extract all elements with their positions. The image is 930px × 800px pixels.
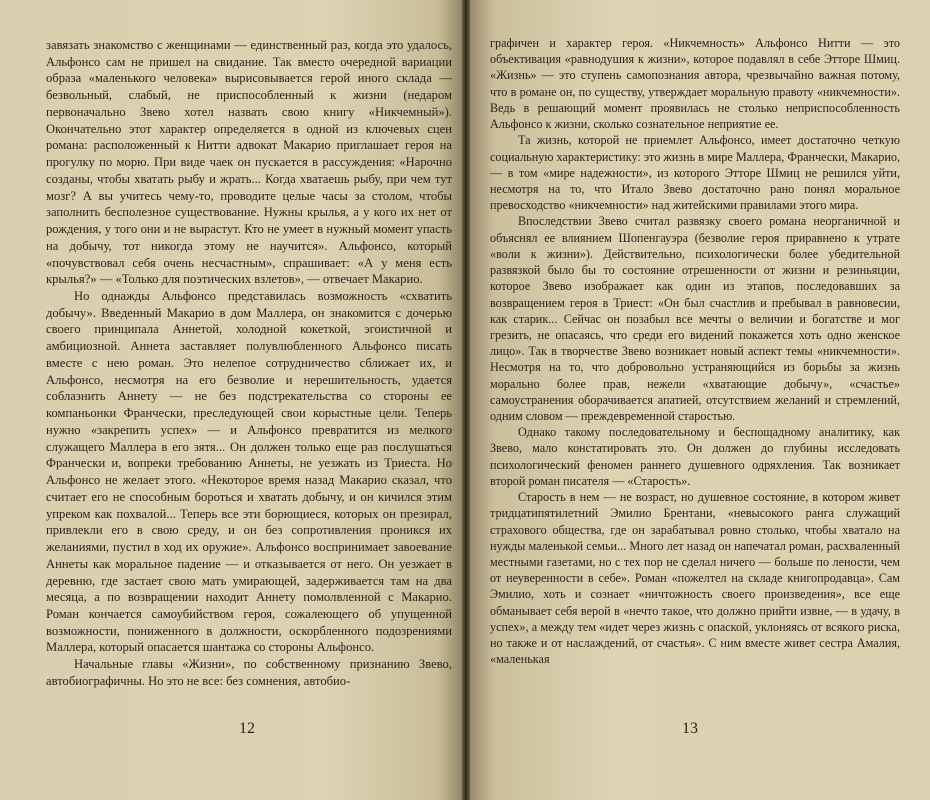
right-paragraph-1: графичен и характер героя. «Никчемность» Альфонсо Нитти — это объективация «равнодушия к жизни», которое подавлял в себе Этторе Шмиц. «Жизнь» — это ступень самопознания автора, чрезвычайно важная потому, что в романе он, по существу, утверждает моральную правоту «никчемности». Ведь в решающий момент проявилась не столько неприспособленность Альфонсо к жизни, сколько сознательное неприятие ее. [490, 36, 900, 132]
left-paragraph-2: Но однажды Альфонсо представилась возможность «схватить добычу». Введенный Макарио в дом Маллера, он знакомится с дочерью своего принципала Аннетой, холодной кокеткой, эгоистичной и амбициозной. Аннета заставляет полувлюбленного Альфонсо писать вместе с нею роман. Это нелепое сотрудничество сближает их, и Альфонсо, несмотря на его безволие и нерешительность, удается соблазнить Аннету — не без подстрекательства со стороны ее компаньонки Франчески, преследующей свои корыстные цели. Теперь нужно «закрепить успех» — и Альфонсо превратится из мелкого служащего Маллера в его зятя... Он должен только еще раз послушаться Франчески и, вопреки требованию Аннеты, не уезжать из Триеста. Но Альфонсо не желает этого. «Некоторое время назад Макарио сказал, что считает его не способным бороться и хватать добычу, и он кичился этим упреком как похвалой... Теперь все эти борющиеся, которых он презирал, привлекли его в свою среду, и он без сопротивления проникся их желаниями, пустил в ход их оружие». Альфонсо воспринимает завоевание Аннеты как моральное падение — и отказывается от него. Он уезжает в деревню, где застает свою мать умирающей, задерживается там на два месяца, а по возвращении находит Аннету помолвленной с Макарио. Роман кончается самоубийством героя, сожалеющего об упущенной возможности, пониженного в должности, оскорбленного подозрениями Маллера, который опасается шантажа со стороны Альфонсо. [46, 289, 452, 655]
right-paragraph-4: Однако такому последовательному и беспощадному аналитику, как Звево, мало констатировать это. Он должен до глубины исследовать психологический феномен раннего душевного одряхления. Так возникает второй роман писателя — «Старость». [490, 425, 900, 488]
left-paragraph-1: завязать знакомство с женщинами — единственный раз, когда это удалось, Альфонсо сам не пришел на свидание. Так вместо очередной вариации образа «маленького человека» вырисовывается герой иного склада — безвольный, слабый, не приспособленный к жизни (недаром первоначально Звево хотел назвать свою книгу «Никчемный»). Окончательно этот характер определяется в одной из ключевых сцен романа: расположенный к Нитти адвокат Макарио приглашает героя на прогулку по морю. При виде чаек он пускается в рассуждения: «Нарочно созданы, чтобы хватать рыбу и жрать... Когда хватаешь рыбу, при чем тут мозг? А вы учитесь чему-то, проводите целые часы за столом, чтобы заполнить бесполезное существование. Нужны крылья, а у кого их нет от рождения, у того они и не вырастут. Кто не умеет в нужный момент упасть на добычу, тот никогда этому не научится». Альфонсо, который «почувствовал себя очень несчастным», спрашивает: «А у меня есть крылья?» — «Только для поэтических взлетов», — отвечает Макарио. [46, 38, 452, 287]
right-paragraph-5: Старость в нем — не возраст, но душевное состояние, в котором живет тридцатипятилетний Эмилио Брентани, «невысокого ранга служащий страхового общества, где он зарабатывал ровно столько, чтобы хватало на нужды маленькой семьи... Много лет назад он напечатал роман, расхваленный местными газетами, но с тех пор не сделал ничего — больше по лености, чем от неуверенности в себе». Роман «пожелтел на складе книгопродавца». Сам Эмилио, хоть и сознает «ничтожность своего произведения», все еще обманывает себя верой в «нечто такое, что должно прийти извне, — в удачу, в успех», а между тем «идет через жизнь с опаской, уклоняясь от всякого риска, но также и от наслаждений, от счастья». С ним вместе живет сестра Амалия, «маленькая [490, 490, 900, 667]
right-page [466, 0, 930, 800]
left-page-number: 12 [239, 720, 255, 737]
left-page-text [46, 37, 452, 690]
right-paragraph-2: Та жизнь, которой не приемлет Альфонсо, имеет достаточно четкую социальную характеристику: это жизнь в мире Маллера, Франчески, Макарио, — в том «мире надежности», из которого Этторе Шмиц не решился уйти, несмотря на то, что Итало Звево достаточно рано понял моральное превосходство «никчемности» над житейскими правилами этого мира. [490, 133, 900, 213]
book-gutter [462, 0, 470, 800]
left-paragraph-3: Начальные главы «Жизни», по собственному признанию Звево, автобиографичны. Но это не все: без сомнения, автобио- [46, 657, 452, 688]
right-page-text [490, 35, 900, 668]
right-page-number: 13 [682, 720, 698, 737]
right-paragraph-3: Впоследствии Звево считал развязку своего романа неорганичной и объяснял ее влиянием Шопенгауэра (безволие героя приравнено к утрате «воли к жизни»). Действительно, психологически более убедительной развязкой было бы то состояние отрешенности от жизни и резиньяции, которое Звево изображает как один из этапов, последовавших за возвращением героя в Триест: «Он был счастлив и пребывал в равновесии, как старик... Сейчас он позабыл все мечты о величии и богатстве и мог грезить, не опасаясь, что среди его видений покажется хоть одно женское лицо». Так в творчестве Звево возникает новый аспект темы «никчемности». Несмотря на то, что добровольно устраняющийся из борьбы за жизнь морально более прав, нежели «хватающие добычу», «счастье» самоустранения оборачивается апатией, отсутствием желаний и стремлений, одним словом — преждевременной старостью. [490, 214, 900, 424]
